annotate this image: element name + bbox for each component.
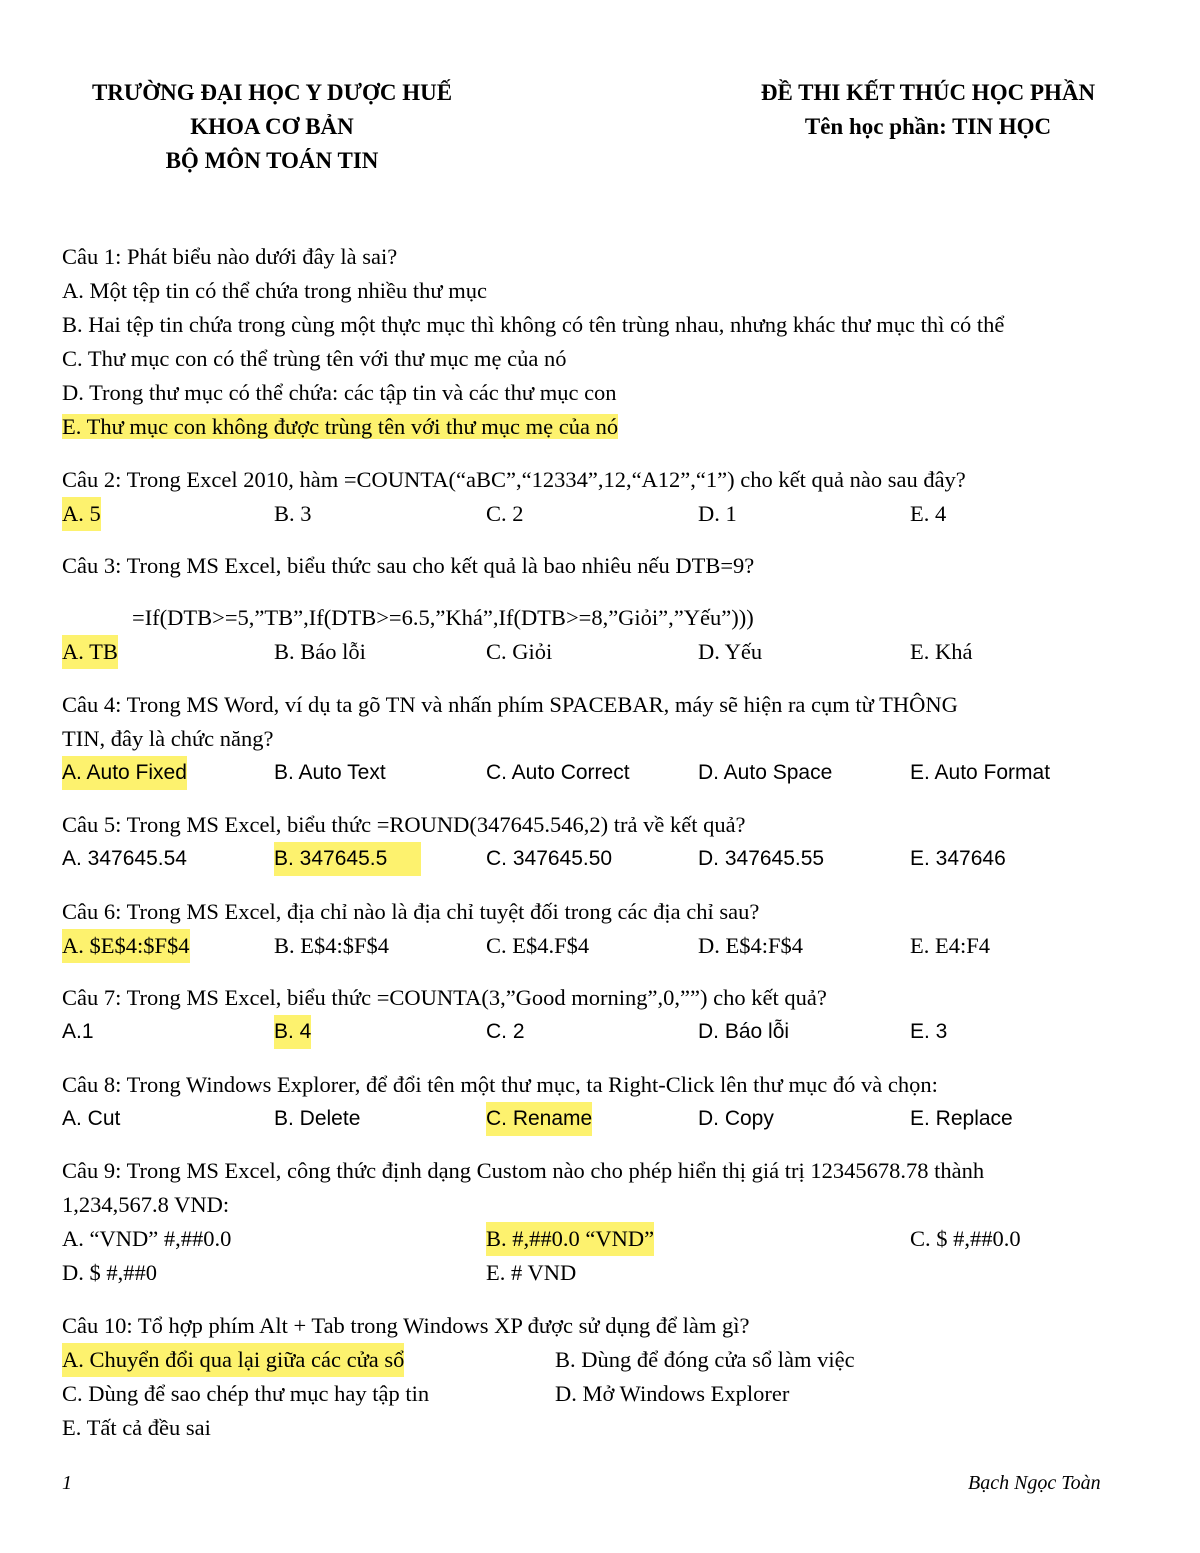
- question-7-option-b-answer: B. 4: [274, 1015, 311, 1049]
- question-4-option-b: B. Auto Text: [274, 760, 386, 784]
- question-9-option-e: E. # VND: [486, 1260, 577, 1285]
- question-3-option-c: C. Giỏi: [486, 639, 553, 664]
- department-name: BỘ MÔN TOÁN TIN: [165, 148, 379, 173]
- question-3-formula: =If(DTB>=5,”TB”,If(DTB>=6.5,”Khá”,If(DTB>=8,”Giỏi”,”Yếu”))): [132, 605, 754, 630]
- question-9-text-line-1: Câu 9: Trong MS Excel, công thức định dạng Custom nào cho phép hiển thị giá trị 12345678.78 thành: [62, 1158, 985, 1183]
- question-6-option-d: D. E$4:F$4: [698, 932, 804, 958]
- question-4-option-a-answer: A. Auto Fixed: [62, 756, 187, 790]
- question-9-option-d: D. $ #,##0: [62, 1260, 157, 1285]
- school-header: [62, 76, 482, 178]
- question-7-option-e: E. 3: [910, 1020, 948, 1043]
- university-name: TRƯỜNG ĐẠI HỌC Y DƯỢC HUẾ: [91, 80, 453, 105]
- question-10-option-d: D. Mở Windows Explorer: [555, 1380, 790, 1406]
- question-8-text: Câu 8: Trong Windows Explorer, để đổi tên một thư mục, ta Right-Click lên thư mục đó và chọn:: [62, 1071, 938, 1097]
- question-8-option-a: A. Cut: [62, 1106, 121, 1130]
- question-10-option-a-answer: A. Chuyển đổi qua lại giữa các cửa sổ: [62, 1343, 404, 1377]
- question-8-options: [62, 1102, 1162, 1136]
- question-2-option-d: D. 1: [698, 500, 737, 526]
- question-4-options: [62, 756, 1162, 790]
- question-10-text: Câu 10: Tổ hợp phím Alt + Tab trong Windows XP được sử dụng để làm gì?: [62, 1312, 750, 1338]
- question-5-option-c: C. 347645.50: [486, 847, 613, 870]
- faculty-name: KHOA CƠ BẢN: [190, 114, 354, 139]
- question-1-text: Câu 1: Phát biểu nào dưới đây là sai?: [62, 244, 398, 269]
- question-3-option-a-answer: A. TB: [62, 635, 118, 669]
- question-6-options: [62, 929, 1162, 963]
- exam-title: ĐỀ THI KẾT THÚC HỌC PHẦN: [760, 80, 1096, 105]
- question-2-option-e: E. 4: [910, 500, 947, 526]
- question-6-option-e: E. E4:F4: [910, 932, 991, 958]
- question-8-option-d: D. Copy: [698, 1106, 774, 1130]
- question-5-options: [62, 842, 1162, 876]
- question-7-option-c: C. 2: [486, 1020, 525, 1043]
- question-3-option-d: D. Yếu: [698, 639, 763, 664]
- question-9-option-b-answer: B. #,##0.0 “VND”: [486, 1222, 654, 1256]
- question-10-options-row-2: [62, 1377, 1162, 1411]
- page-number: 1: [62, 1472, 72, 1494]
- question-5-option-a: A. 347645.54: [62, 847, 187, 870]
- question-7-option-d: D. Báo lỗi: [698, 1020, 790, 1043]
- question-9-option-a: A. “VND” #,##0.0: [62, 1226, 232, 1251]
- question-1-option-e-answer: E. Thư mục con không được trùng tên với thư mục mẹ của nó: [62, 414, 619, 439]
- question-10-option-c: C. Dùng để sao chép thư mục hay tập tin: [62, 1380, 430, 1406]
- question-9-options-row-2: [62, 1256, 1162, 1290]
- question-3-option-b: B. Báo lỗi: [274, 639, 366, 664]
- question-10-option-e: E. Tất cả đều sai: [62, 1414, 211, 1440]
- question-8-option-b: B. Delete: [274, 1106, 361, 1130]
- question-2-option-b: B. 3: [274, 500, 312, 526]
- question-2-option-c: C. 2: [486, 500, 524, 526]
- question-7-option-a: A.1: [62, 1020, 94, 1043]
- question-3-option-e: E. Khá: [910, 639, 973, 664]
- question-1-option-d: D. Trong thư mục có thể chứa: các tập tin và các thư mục con: [62, 380, 617, 405]
- question-4-option-d: D. Auto Space: [698, 760, 833, 784]
- question-3-options: [62, 635, 1162, 669]
- question-10-options-row-1: [62, 1343, 1162, 1377]
- question-4-option-e: E. Auto Format: [910, 760, 1051, 784]
- question-9-options-row-1: [62, 1222, 1162, 1256]
- question-7-options: [62, 1015, 1162, 1049]
- question-4-option-c: C. Auto Correct: [486, 760, 630, 784]
- question-9-option-c: C. $ #,##0.0: [910, 1226, 1021, 1251]
- question-2-option-a-answer: A. 5: [62, 497, 101, 531]
- question-4-text-line-2: TIN, đây là chức năng?: [62, 725, 274, 751]
- question-2-text: Câu 2: Trong Excel 2010, hàm =COUNTA(“aBC”,“12334”,12,“A12”,“1”) cho kết quả nào sau đây?: [62, 466, 966, 492]
- question-8-option-c-answer: C. Rename: [486, 1102, 592, 1136]
- exam-content: [62, 240, 1162, 1445]
- question-6-option-b: B. E$4:$F$4: [274, 932, 390, 958]
- question-5-option-e: E. 347646: [910, 847, 1006, 870]
- question-7-text: Câu 7: Trong MS Excel, biểu thức =COUNTA(3,”Good morning”,0,””) cho kết quả?: [62, 985, 827, 1010]
- question-4-text-line-1: Câu 4: Trong MS Word, ví dụ ta gõ TN và nhấn phím SPACEBAR, máy sẽ hiện ra cụm từ THÔNG: [62, 691, 958, 717]
- question-6-text: Câu 6: Trong MS Excel, địa chỉ nào là địa chỉ tuyệt đối trong các địa chỉ sau?: [62, 898, 760, 924]
- exam-header: [728, 76, 1128, 144]
- question-5-option-b-answer: B. 347645.5: [274, 842, 421, 876]
- question-8-option-e: E. Replace: [910, 1106, 1013, 1130]
- question-5-text: Câu 5: Trong MS Excel, biểu thức =ROUND(347645.546,2) trả về kết quả?: [62, 812, 746, 837]
- question-1-option-c: C. Thư mục con có thể trùng tên với thư mục mẹ của nó: [62, 346, 567, 371]
- question-6-option-c: C. E$4.F$4: [486, 932, 590, 958]
- question-1-option-a: A. Một tệp tin có thể chứa trong nhiều thư mục: [62, 278, 487, 303]
- author-name: Bạch Ngọc Toàn: [968, 1472, 1101, 1494]
- question-2-options: [62, 497, 1162, 531]
- question-5-option-d: D. 347645.55: [698, 847, 825, 870]
- course-name: Tên học phần: TIN HỌC: [804, 114, 1052, 139]
- question-10-option-b: B. Dùng để đóng cửa sổ làm việc: [555, 1346, 855, 1372]
- question-9-text-line-2: 1,234,567.8 VND:: [62, 1192, 230, 1217]
- question-3-text: Câu 3: Trong MS Excel, biểu thức sau cho kết quả là bao nhiêu nếu DTB=9?: [62, 553, 755, 578]
- question-1-option-b: B. Hai tệp tin chứa trong cùng một thực mục thì không có tên trùng nhau, nhưng khác thư mục thì có thể: [62, 312, 1005, 337]
- question-6-option-a-answer: A. $E$4:$F$4: [62, 929, 190, 963]
